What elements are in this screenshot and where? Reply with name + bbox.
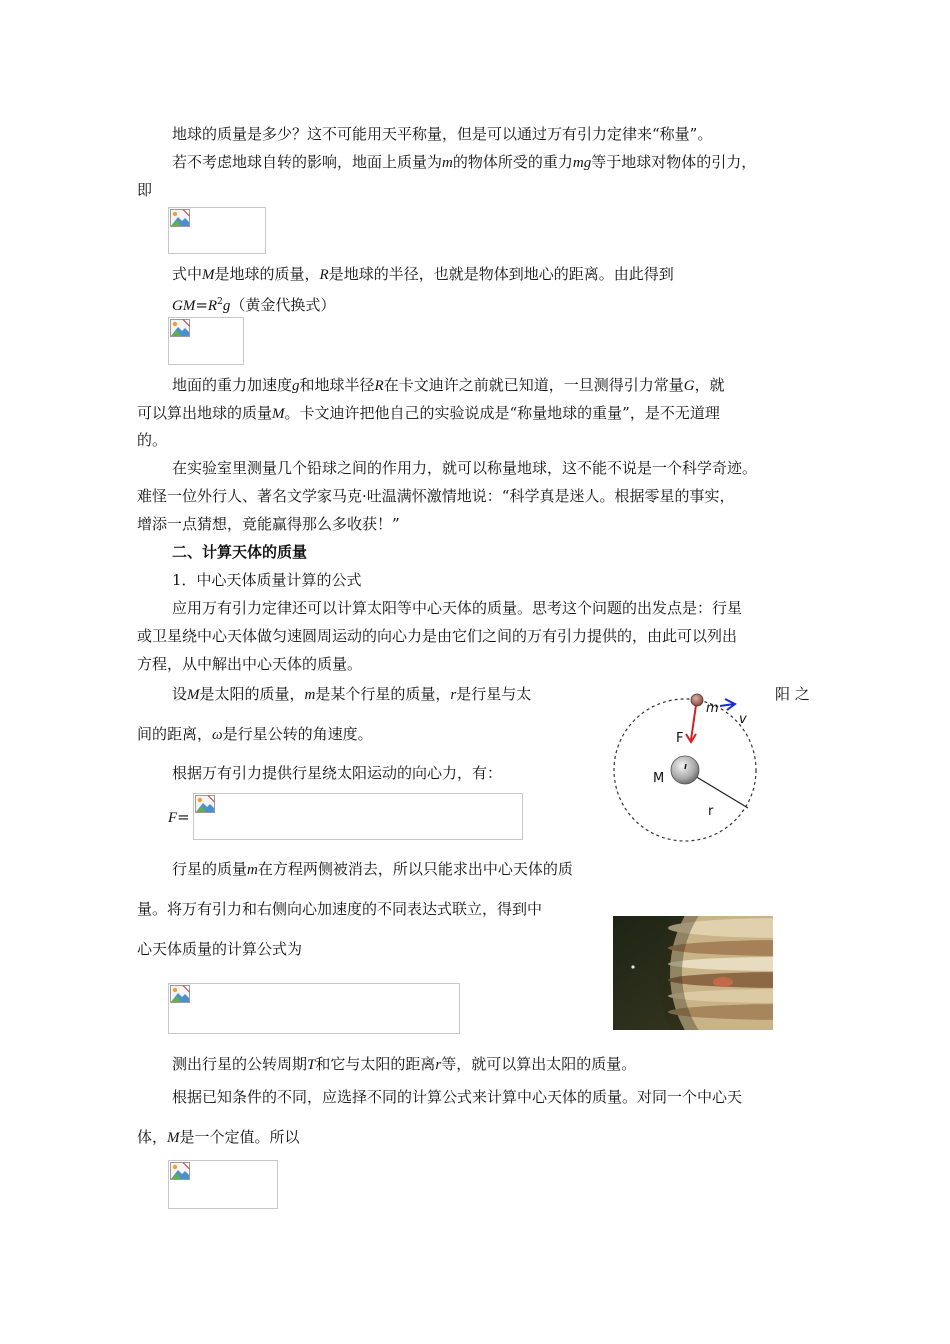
- var-m: m: [304, 687, 316, 703]
- paragraph-mass-cancel-1: [172, 859, 573, 880]
- broken-image-icon: [170, 209, 190, 227]
- broken-image-icon: [170, 985, 190, 1003]
- text: 式中: [172, 265, 203, 283]
- orbit-diagram: [608, 690, 768, 846]
- var-G: G: [683, 378, 695, 394]
- text: 在方程两侧被消去，所以只能求出中心天体的质: [257, 860, 573, 878]
- text: 是行星公转的角速度。: [222, 725, 373, 743]
- text: 可以算出地球的质量: [137, 404, 273, 422]
- var-T: T: [307, 1057, 316, 1073]
- text: 是一个定值。所以: [179, 1128, 300, 1146]
- text: 。卡文迪许把他自己的实验说成是“称量地球的重量”，是不无道理: [284, 404, 720, 422]
- text: 设: [172, 685, 188, 703]
- text: 等于地球对物体的引力，: [591, 153, 757, 171]
- paragraph-cavendish-1: [172, 375, 812, 396]
- var-M: M: [202, 267, 215, 283]
- golden-substitution-formula: [172, 292, 335, 316]
- text: 间的距离，: [137, 725, 213, 743]
- text: 是行星与太: [456, 685, 532, 703]
- var-R: R: [374, 378, 384, 394]
- formula-image: [168, 983, 460, 1034]
- paragraph-gravity-equals-attraction: [172, 152, 756, 173]
- paragraph-mass-cancel-3: 心天体质量的计算公式为: [137, 940, 303, 958]
- paragraph-define-symbols-1: [172, 684, 531, 705]
- sun-sphere: [671, 756, 699, 784]
- var-M: M: [167, 1130, 180, 1146]
- text: 在卡文迪许之前就已知道，一旦测得引力常量: [383, 376, 684, 394]
- equals: =: [195, 296, 208, 314]
- var-m: m: [247, 862, 258, 878]
- paragraph-mark-twain-1: 在实验室里测量几个铅球之间的作用力，就可以称量地球，这不能不说是一个科学奇迹。: [172, 459, 758, 477]
- planet-sphere: [691, 694, 703, 706]
- paragraph-cavendish-2: [137, 403, 720, 424]
- text: 是地球的半径，也就是物体到地心的距离。由此得到: [328, 265, 674, 283]
- equals: =: [177, 808, 190, 826]
- velocity-label: v: [739, 712, 747, 727]
- text: 的物体所受的重力: [452, 153, 573, 171]
- text: 测出行星的公转周期: [172, 1055, 308, 1073]
- var-F: F: [168, 810, 178, 826]
- var-R: R: [319, 267, 329, 283]
- var-g: g: [292, 378, 300, 394]
- text: 体，: [137, 1128, 168, 1146]
- var-g: g: [222, 298, 231, 314]
- text: 等，就可以算出太阳的质量。: [441, 1055, 637, 1073]
- broken-image-icon: [170, 319, 190, 337]
- paragraph-centripetal-force: 根据万有引力提供行星绕太阳运动的向心力，有：: [172, 764, 503, 782]
- text: 行星的质量: [172, 860, 248, 878]
- var-m: m: [442, 155, 453, 171]
- formula-image: [168, 317, 244, 365]
- var-M: M: [272, 406, 285, 422]
- var-R: R: [207, 298, 218, 314]
- paragraph-define-symbols-tail: 阳 之: [775, 685, 810, 703]
- section-heading: 二、计算天体的质量: [172, 543, 308, 561]
- var-mg: mg: [572, 155, 592, 171]
- paragraph-mark-twain-2: 难怪一位外行人、著名文学家马克·吐温满怀激情地说：“科学真是迷人。根据零星的事实，: [137, 487, 735, 505]
- paragraph-define-symbols-2: [137, 724, 373, 745]
- paragraph-central-body-1: 应用万有引力定律还可以计算太阳等中心天体的质量。思考这个问题的出发点是：行星: [172, 599, 743, 617]
- var-M: M: [187, 687, 200, 703]
- paragraph-choose-formula-2: [137, 1127, 300, 1148]
- formula-image: [193, 793, 523, 840]
- jupiter-photo: [613, 916, 773, 1030]
- exponent: 2: [217, 297, 223, 307]
- text: 若不考虑地球自转的影响，地面上质量为: [172, 153, 443, 171]
- text: 和它与太阳的距离: [315, 1055, 436, 1073]
- paragraph-continuation: 即: [137, 181, 153, 199]
- formula-image: [168, 207, 266, 254]
- text: 是某个行星的质量，: [315, 685, 451, 703]
- paragraph-central-body-3: 方程，从中解出中心天体的质量。: [137, 655, 363, 673]
- var-omega: ω: [212, 727, 223, 743]
- paragraph-cavendish-3: 的。: [137, 431, 168, 449]
- paragraph-measure-period: [172, 1054, 636, 1075]
- paragraph-where-M-R: [172, 264, 674, 285]
- paragraph-choose-formula-1: 根据已知条件的不同，应选择不同的计算公式来计算中心天体的质量。对同一个中心天: [172, 1088, 743, 1106]
- paragraph-mark-twain-3: 增添一点猜想，竟能赢得那么多收获！”: [137, 515, 400, 533]
- radius-label: r: [708, 804, 714, 819]
- broken-image-icon: [195, 795, 215, 813]
- text: 是太阳的质量，: [199, 685, 305, 703]
- text: 地面的重力加速度: [172, 376, 293, 394]
- text: ，就: [694, 376, 725, 394]
- var-GM: GM: [172, 298, 196, 314]
- force-label: F: [676, 731, 684, 746]
- planet-label: m: [706, 701, 719, 716]
- golden-note: （黄金代换式）: [230, 296, 336, 314]
- force-equation-label: [168, 807, 190, 828]
- sun-label: M: [653, 771, 665, 786]
- paragraph-earth-mass-question: 地球的质量是多少？这不可能用天平称量，但是可以通过万有引力定律来“称量”。: [172, 125, 713, 143]
- paragraph-central-body-2: 或卫星绕中心天体做匀速圆周运动的向心力是由它们之间的万有引力提供的，由此可以列出: [137, 627, 738, 645]
- text: 和地球半径: [299, 376, 375, 394]
- formula-image: [168, 1160, 278, 1209]
- var-r: r: [435, 1057, 442, 1073]
- moon-dot: [631, 965, 634, 968]
- subsection-heading: 1．中心天体质量计算的公式: [172, 571, 362, 589]
- text: 是地球的质量，: [214, 265, 320, 283]
- broken-image-icon: [170, 1162, 190, 1180]
- paragraph-mass-cancel-2: 量。将万有引力和右侧向心加速度的不同表达式联立，得到中: [137, 900, 543, 918]
- var-r: r: [450, 687, 457, 703]
